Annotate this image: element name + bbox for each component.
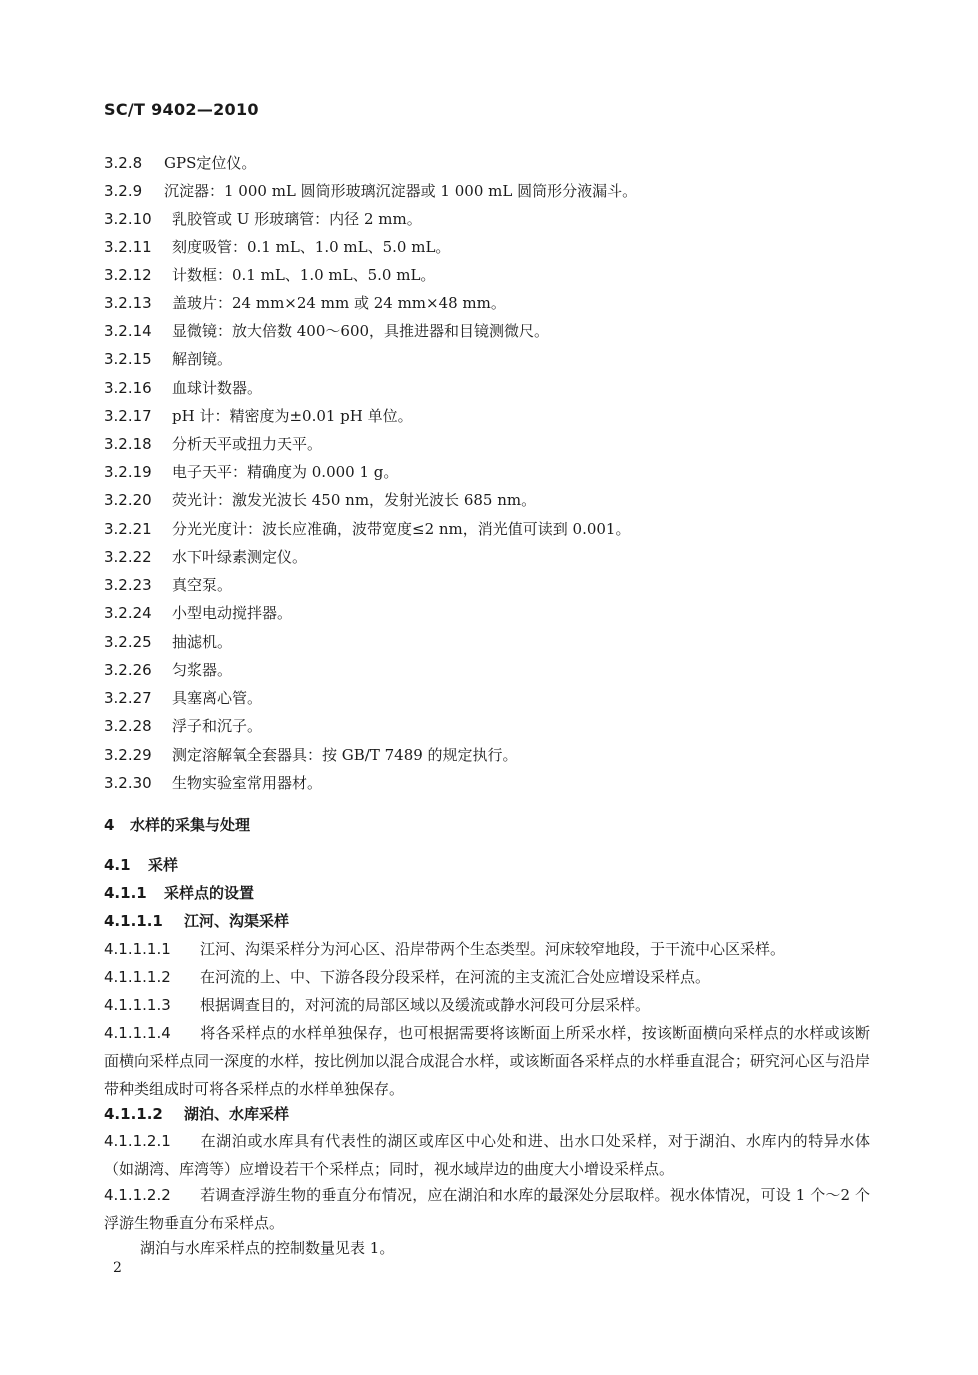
item-text: 刻度吸管：0.1 mL、1.0 mL、5.0 mL。 (172, 238, 451, 256)
item-text: 测定溶解氧全套器具：按 GB/T 7489 的规定执行。 (172, 746, 518, 764)
list-item (104, 378, 262, 398)
list-item (104, 660, 232, 680)
clause-text: 将各采样点的水样单独保存，也可根据需要将该断面上所采水样，按该断面横向采样点的水样或该断面横向采样点同一深度的水样，按比例加以混合成混合水样，或该断面各采样点的水样垂直混合；研究河心区与沿岸带种类组成时可将各采样点的水样单独保存。 (104, 1024, 870, 1098)
list-item (104, 181, 637, 201)
item-text: 分析天平或扭力天平。 (172, 435, 323, 453)
item-text: GPS定位仪。 (164, 154, 257, 172)
item-text: 真空泵。 (172, 576, 233, 594)
body-paragraph: 湖泊与水库采样点的控制数量见表 1。 (140, 1239, 395, 1257)
item-number: 3.2.25 (104, 633, 152, 651)
item-number: 3.2.30 (104, 774, 152, 792)
section-title: 采样 (148, 856, 179, 874)
standard-number-header: SC/T 9402—2010 (104, 100, 259, 119)
section-heading (104, 815, 250, 835)
list-item (104, 773, 322, 793)
item-text: 水下叶绿素测定仪。 (172, 548, 308, 566)
item-number: 3.2.10 (104, 210, 152, 228)
clause-text: 在河流的上、中、下游各段分段采样，在河流的主支流汇合处应增设采样点。 (200, 968, 711, 986)
item-text: 盖玻片：24 mm×24 mm 或 24 mm×48 mm。 (172, 294, 506, 312)
item-number: 3.2.22 (104, 548, 152, 566)
list-item (104, 688, 262, 708)
item-text: 计数框：0.1 mL、1.0 mL、5.0 mL。 (172, 266, 436, 284)
item-number: 3.2.29 (104, 746, 152, 764)
clause-paragraph (104, 1181, 870, 1237)
list-item (104, 349, 232, 369)
clause-number: 4.1.1.2.1 (104, 1132, 171, 1150)
item-number: 3.2.17 (104, 407, 152, 425)
item-text: 沉淀器：1 000 mL 圆筒形玻璃沉淀器或 1 000 mL 圆筒形分液漏斗。 (164, 182, 638, 200)
list-item (104, 490, 536, 510)
item-text: 生物实验室常用器材。 (172, 774, 323, 792)
clause-text: 根据调查目的，对河流的局部区域以及缓流或静水河段可分层采样。 (200, 996, 651, 1014)
list-item (104, 406, 413, 426)
item-text: 小型电动搅拌器。 (172, 604, 293, 622)
item-number: 3.2.8 (104, 154, 143, 172)
item-text: 解剖镜。 (172, 350, 233, 368)
section-title: 采样点的设置 (164, 884, 255, 902)
section-number: 4 (104, 816, 115, 834)
item-text: 荧光计：激发光波长 450 nm，发射光波长 685 nm。 (172, 491, 537, 509)
list-item (104, 632, 232, 652)
item-text: 匀浆器。 (172, 661, 233, 679)
subsection-heading (104, 855, 178, 875)
item-number: 3.2.9 (104, 182, 143, 200)
list-item (104, 321, 549, 341)
item-text: pH 计：精密度为±0.01 pH 单位。 (172, 407, 413, 425)
clause-number: 4.1.1.1.4 (104, 1024, 171, 1042)
list-item (104, 603, 292, 623)
item-text: 血球计数器。 (172, 379, 263, 397)
item-number: 3.2.14 (104, 322, 152, 340)
item-number: 3.2.15 (104, 350, 152, 368)
clause-number: 4.1.1.2.2 (104, 1186, 171, 1204)
clause-text: 若调查浮游生物的垂直分布情况，应在湖泊和水库的最深处分层取样。视水体情况，可设 1 个～2 个浮游生物垂直分布采样点。 (104, 1186, 870, 1232)
section-title: 江河、沟渠采样 (184, 912, 290, 930)
list-item (104, 462, 398, 482)
section-number: 4.1 (104, 856, 131, 874)
list-item (104, 265, 435, 285)
item-number: 3.2.27 (104, 689, 152, 707)
list-item (104, 209, 422, 229)
subsection-heading (104, 1104, 289, 1124)
list-item (104, 547, 307, 567)
item-number: 3.2.21 (104, 520, 152, 538)
clause-paragraph (104, 1127, 870, 1183)
item-number: 3.2.24 (104, 604, 152, 622)
item-number: 3.2.20 (104, 491, 152, 509)
item-number: 3.2.19 (104, 463, 152, 481)
section-title: 湖泊、水库采样 (184, 1105, 290, 1123)
clause-number: 4.1.1.1.2 (104, 968, 171, 986)
list-item (104, 745, 518, 765)
clause-paragraph (104, 967, 710, 987)
list-item (104, 716, 262, 736)
list-item (104, 575, 232, 595)
item-text: 浮子和沉子。 (172, 717, 263, 735)
clause-number: 4.1.1.1.3 (104, 996, 171, 1014)
clause-text: 在湖泊或水库具有代表性的湖区或库区中心处和进、出水口处采样，对于湖泊、水库内的特异水体（如湖湾、库湾等）应增设若干个采样点；同时，视水域岸边的曲度大小增设采样点。 (104, 1132, 870, 1178)
subsection-heading (104, 911, 289, 931)
clause-paragraph (104, 939, 785, 959)
item-number: 3.2.16 (104, 379, 152, 397)
item-text: 电子天平：精确度为 0.000 1 g。 (172, 463, 399, 481)
item-text: 具塞离心管。 (172, 689, 263, 707)
item-number: 3.2.23 (104, 576, 152, 594)
item-text: 抽滤机。 (172, 633, 233, 651)
item-number: 3.2.26 (104, 661, 152, 679)
item-number: 3.2.13 (104, 294, 152, 312)
list-item (104, 519, 630, 539)
item-text: 显微镜：放大倍数 400～600，具推进器和目镜测微尺。 (172, 322, 550, 340)
item-number: 3.2.28 (104, 717, 152, 735)
clause-number: 4.1.1.1.1 (104, 940, 171, 958)
clause-paragraph (104, 995, 650, 1015)
section-title: 水样的采集与处理 (130, 816, 251, 834)
section-number: 4.1.1.1 (104, 912, 163, 930)
list-item (104, 293, 506, 313)
subsection-heading (104, 883, 254, 903)
clause-paragraph (104, 1019, 870, 1103)
section-number: 4.1.1 (104, 884, 147, 902)
page-number: 2 (113, 1260, 122, 1276)
list-item (104, 237, 450, 257)
item-text: 分光光度计：波长应准确，波带宽度≤2 nm，消光值可读到 0.001。 (172, 520, 631, 538)
list-item (104, 434, 322, 454)
item-number: 3.2.18 (104, 435, 152, 453)
item-number: 3.2.12 (104, 266, 152, 284)
section-number: 4.1.1.2 (104, 1105, 163, 1123)
item-number: 3.2.11 (104, 238, 152, 256)
clause-text: 江河、沟渠采样分为河心区、沿岸带两个生态类型。河床较窄地段，于干流中心区采样。 (200, 940, 786, 958)
list-item (104, 153, 256, 173)
item-text: 乳胶管或 U 形玻璃管：内径 2 mm。 (172, 210, 422, 228)
